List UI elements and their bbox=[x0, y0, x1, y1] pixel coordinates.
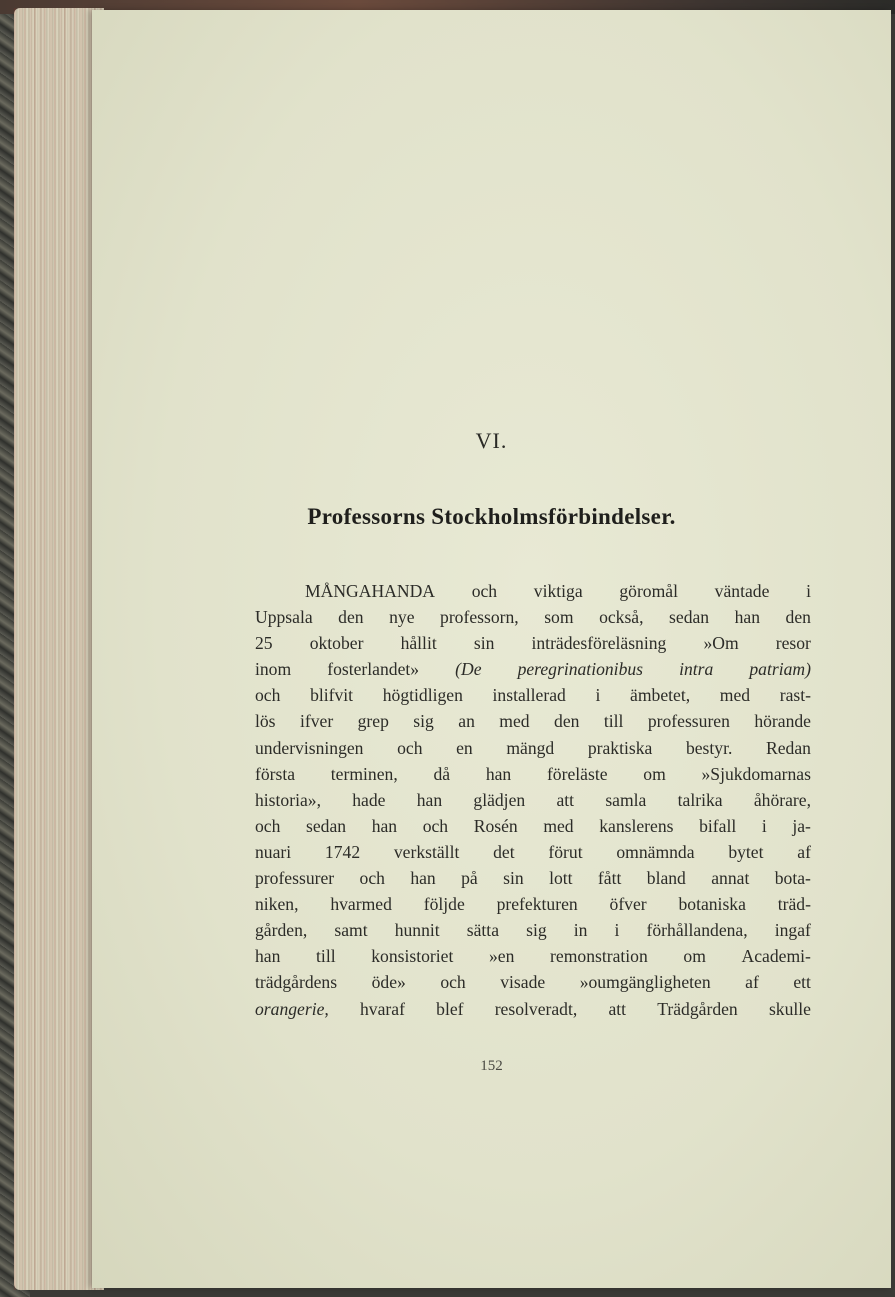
word: lös bbox=[255, 711, 276, 732]
text-line bbox=[255, 578, 811, 604]
word: sig bbox=[413, 711, 434, 732]
word: han bbox=[410, 868, 436, 889]
word: botaniska bbox=[678, 894, 746, 915]
text-line bbox=[255, 604, 811, 630]
word: an bbox=[458, 711, 475, 732]
text-line bbox=[255, 682, 811, 708]
word: in bbox=[573, 920, 588, 941]
word: hållit bbox=[400, 633, 437, 654]
body-paragraph bbox=[255, 578, 811, 1022]
word: omnämnda bbox=[616, 841, 695, 862]
word: rast- bbox=[779, 685, 811, 706]
word: han bbox=[416, 789, 443, 810]
word: bifall bbox=[699, 815, 737, 836]
word: sig bbox=[526, 920, 547, 941]
word: träd- bbox=[777, 894, 811, 915]
word: niken, bbox=[255, 894, 299, 915]
word: hvaraf bbox=[360, 998, 405, 1019]
word: åhörare, bbox=[753, 789, 811, 810]
word: fosterlandet» bbox=[327, 659, 420, 680]
word: ingaf bbox=[774, 920, 811, 941]
word: bytet bbox=[728, 841, 764, 862]
word: »Om bbox=[703, 633, 739, 654]
word: mängd bbox=[506, 737, 555, 758]
word: installerad bbox=[492, 685, 566, 706]
word: Uppsala bbox=[255, 607, 313, 628]
word: gården, bbox=[255, 920, 308, 941]
word: »Sjukdomarnas bbox=[701, 763, 811, 784]
word: och bbox=[255, 685, 281, 706]
word: praktiska bbox=[587, 737, 653, 758]
word: förut bbox=[548, 841, 583, 862]
word: första bbox=[255, 763, 296, 784]
word: som bbox=[544, 607, 574, 628]
word: göromål bbox=[619, 581, 678, 601]
word: också, bbox=[599, 607, 644, 628]
text-line bbox=[255, 735, 811, 761]
word: glädjen bbox=[473, 789, 526, 810]
word: att bbox=[556, 789, 575, 810]
word: om bbox=[683, 946, 706, 967]
word: prefekturen bbox=[496, 894, 578, 915]
word: af bbox=[745, 972, 759, 993]
word: och bbox=[255, 815, 281, 836]
word: i bbox=[806, 581, 811, 601]
word: en bbox=[456, 737, 473, 758]
word: patriam) bbox=[749, 659, 811, 680]
word: talrika bbox=[677, 789, 723, 810]
word: kanslerens bbox=[599, 815, 674, 836]
word: lott bbox=[549, 868, 573, 889]
word: sedan bbox=[306, 815, 347, 836]
word: och bbox=[359, 868, 385, 889]
word: med bbox=[499, 711, 530, 732]
word: MÅNGAHANDA bbox=[305, 581, 435, 601]
word: sin bbox=[503, 868, 524, 889]
word: med bbox=[543, 815, 574, 836]
text-line bbox=[255, 708, 811, 734]
word: sin bbox=[473, 633, 495, 654]
word: Academi- bbox=[741, 946, 811, 967]
word: bland bbox=[646, 868, 686, 889]
word: »oumgängligheten bbox=[579, 972, 711, 993]
word: han bbox=[485, 763, 512, 784]
word: ett bbox=[793, 972, 811, 993]
text-line bbox=[255, 761, 811, 787]
word: föreläste bbox=[546, 763, 608, 784]
word: ifver bbox=[299, 711, 334, 732]
word: professorn, bbox=[440, 607, 519, 628]
word: visade bbox=[500, 972, 546, 993]
text-line bbox=[255, 996, 811, 1022]
word: då bbox=[433, 763, 451, 784]
word: konsistoriet bbox=[371, 946, 454, 967]
word: han bbox=[371, 815, 398, 836]
word: remonstration bbox=[550, 946, 648, 967]
word: intra bbox=[679, 659, 714, 680]
word: verkställt bbox=[393, 841, 460, 862]
text-line bbox=[255, 917, 811, 943]
word: trädgårdens bbox=[255, 972, 338, 993]
book-page bbox=[92, 10, 891, 1288]
word: »en bbox=[489, 946, 515, 967]
word: öfver bbox=[609, 894, 647, 915]
word: oktober bbox=[309, 633, 364, 654]
word: samt bbox=[334, 920, 368, 941]
word: han bbox=[255, 946, 281, 967]
page-number: 152 bbox=[480, 1058, 503, 1074]
word: 1742 bbox=[324, 841, 361, 862]
word: professuren bbox=[647, 711, 730, 732]
word: resolveradt, bbox=[494, 998, 578, 1019]
word: med bbox=[719, 685, 751, 706]
word: resor bbox=[775, 633, 811, 654]
page-edges bbox=[14, 8, 104, 1290]
chapter-number: VI. bbox=[475, 428, 508, 453]
text-line bbox=[255, 656, 811, 682]
word: hvarmed bbox=[330, 894, 392, 915]
word: han bbox=[734, 607, 761, 628]
word: samla bbox=[605, 789, 647, 810]
word: i bbox=[595, 685, 601, 706]
chapter-title: Professorns Stockholmsförbindelser. bbox=[307, 504, 676, 529]
word: 25 bbox=[255, 633, 273, 654]
word: i bbox=[614, 920, 620, 941]
word: att bbox=[608, 998, 627, 1019]
text-line bbox=[255, 943, 811, 969]
word: viktiga bbox=[533, 581, 583, 601]
word: blef bbox=[436, 998, 464, 1019]
word: blifvit bbox=[310, 685, 354, 706]
word: det bbox=[493, 841, 515, 862]
word: följde bbox=[423, 894, 465, 915]
word: och bbox=[422, 815, 449, 836]
word: Rosén bbox=[473, 815, 518, 836]
text-line bbox=[255, 865, 811, 891]
word: (De bbox=[455, 659, 482, 680]
word: peregrinationibus bbox=[517, 659, 644, 680]
word: fått bbox=[597, 868, 622, 889]
word: om bbox=[643, 763, 666, 784]
word: skulle bbox=[768, 998, 811, 1019]
word: och bbox=[397, 737, 423, 758]
word: orangerie, bbox=[255, 998, 329, 1019]
text-line bbox=[255, 630, 811, 656]
word: nuari bbox=[255, 841, 292, 862]
word: och bbox=[440, 972, 466, 993]
word: grep bbox=[357, 711, 389, 732]
word: sedan bbox=[669, 607, 710, 628]
word: den bbox=[785, 607, 811, 628]
word: bestyr. bbox=[685, 737, 733, 758]
text-line bbox=[255, 839, 811, 865]
text-line bbox=[255, 787, 811, 813]
word: öde» bbox=[371, 972, 406, 993]
word: hörande bbox=[754, 711, 811, 732]
word: terminen, bbox=[330, 763, 398, 784]
word: historia», bbox=[255, 789, 321, 810]
word: den bbox=[338, 607, 364, 628]
word: inom bbox=[255, 659, 292, 680]
word: hunnit bbox=[394, 920, 440, 941]
word: väntade bbox=[714, 581, 770, 601]
word: Redan bbox=[765, 737, 811, 758]
word: i bbox=[761, 815, 767, 836]
word: och bbox=[471, 581, 498, 601]
word: inträdesföreläsning bbox=[531, 633, 667, 654]
word: af bbox=[797, 841, 811, 862]
text-line bbox=[255, 891, 811, 917]
word: högtidligen bbox=[382, 685, 463, 706]
word: bota- bbox=[774, 868, 811, 889]
word: ämbetet, bbox=[630, 685, 691, 706]
word: ja- bbox=[792, 815, 811, 836]
text-line bbox=[255, 813, 811, 839]
text-line bbox=[255, 969, 811, 995]
word: annat bbox=[711, 868, 750, 889]
word: till bbox=[316, 946, 336, 967]
word: nye bbox=[389, 607, 415, 628]
word: den bbox=[554, 711, 580, 732]
word: Trädgården bbox=[657, 998, 738, 1019]
word: förhållandena, bbox=[646, 920, 748, 941]
word: hade bbox=[352, 789, 386, 810]
word: professurer bbox=[255, 868, 335, 889]
word: sätta bbox=[466, 920, 500, 941]
word: undervisningen bbox=[255, 737, 364, 758]
word: på bbox=[461, 868, 478, 889]
word: till bbox=[603, 711, 624, 732]
